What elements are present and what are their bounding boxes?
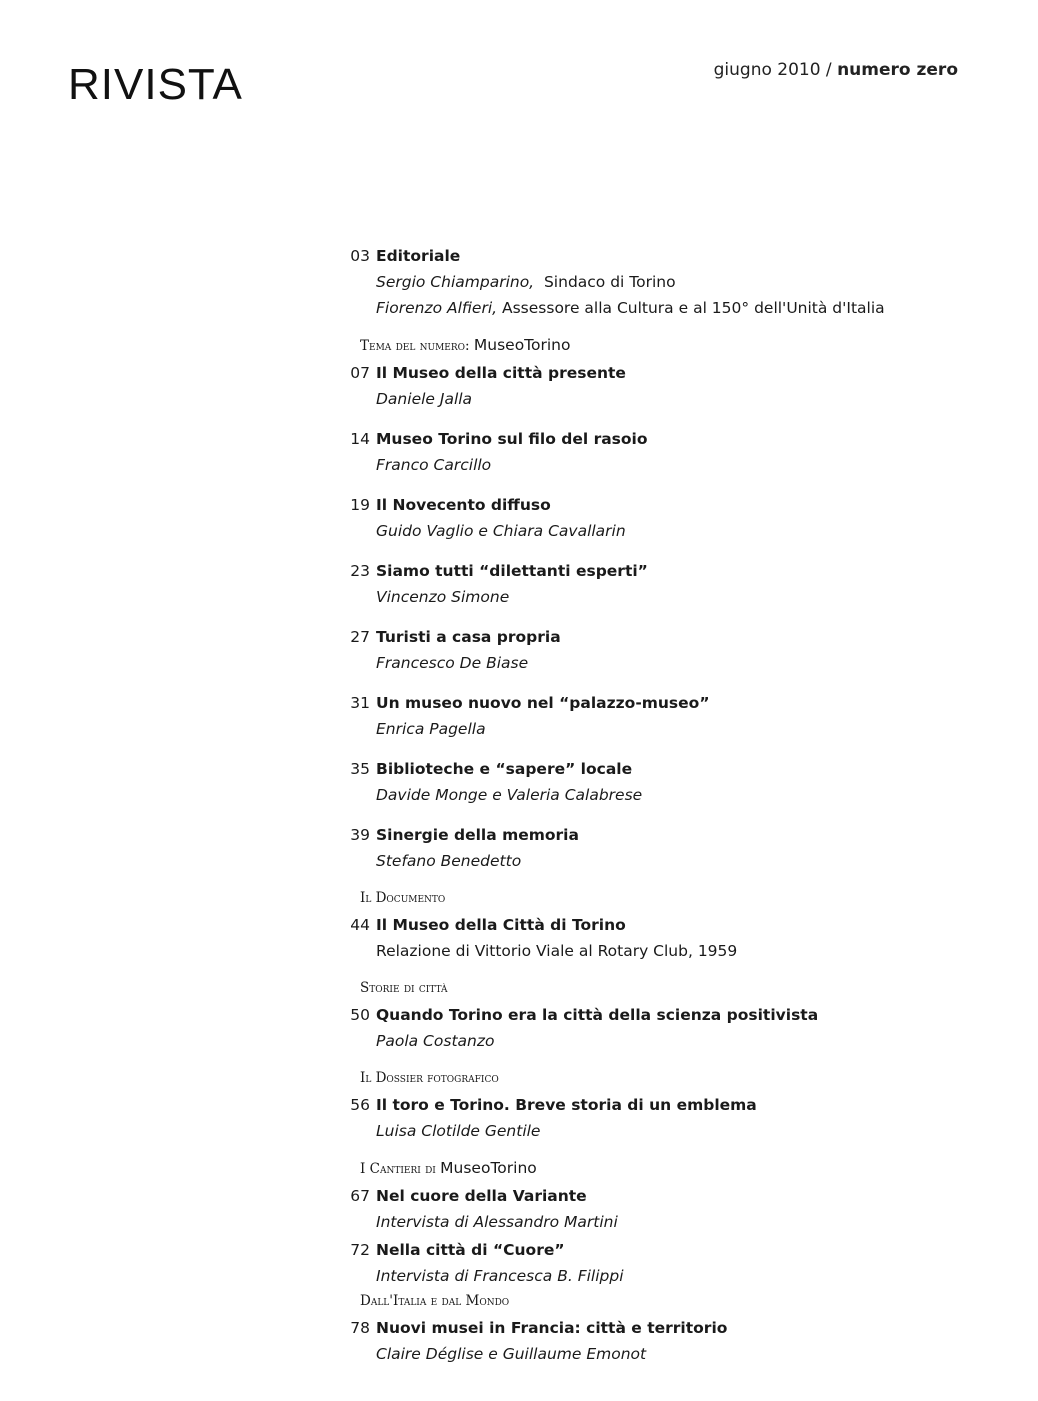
- cantieri-entries: [340, 1183, 940, 1289]
- entry-title: Nel cuore della Variante: [376, 1187, 587, 1205]
- toc-entry-editoriale[interactable]: [340, 243, 940, 321]
- entry-author: [340, 295, 940, 321]
- table-of-contents: [340, 243, 940, 1381]
- page-number: 23: [350, 562, 370, 580]
- page-number: 78: [350, 1319, 370, 1337]
- author-role: Assessore alla Cultura e al 150° dell'Unità d'Italia: [502, 299, 885, 317]
- entry-author: Vincenzo Simone: [376, 588, 510, 606]
- entry-author: Paola Costanzo: [376, 1032, 495, 1050]
- toc-entry[interactable]: [340, 492, 940, 544]
- entry-author: Enrica Pagella: [376, 720, 486, 738]
- entry-author: Francesco De Biase: [376, 654, 529, 672]
- page-number: 35: [350, 760, 370, 778]
- entry-title: Un museo nuovo nel “palazzo-museo”: [376, 694, 710, 712]
- section-heading-world: Dall'Italia e dal Mondo: [360, 1293, 510, 1309]
- issue-date: giugno 2010 /: [713, 60, 832, 80]
- entry-author: Intervista di Alessandro Martini: [376, 1213, 618, 1231]
- section-heading-theme: [340, 335, 940, 356]
- entry-title: Editoriale: [376, 247, 461, 265]
- author-name: Sergio Chiamparino,: [376, 273, 535, 291]
- toc-entry[interactable]: [340, 1315, 940, 1367]
- entry-author: Franco Carcillo: [376, 456, 492, 474]
- page-number: 39: [350, 826, 370, 844]
- masthead: RIVISTA: [68, 60, 243, 109]
- entry-title: Museo Torino sul filo del rasoio: [376, 430, 648, 448]
- entry-title: Siamo tutti “dilettanti esperti”: [376, 562, 648, 580]
- toc-entry[interactable]: [340, 822, 940, 874]
- section-heading-document: Il Documento: [360, 890, 446, 906]
- toc-entry[interactable]: [340, 1237, 940, 1289]
- entry-title: Turisti a casa propria: [376, 628, 561, 646]
- issue-info: [714, 60, 958, 80]
- page-number: 56: [350, 1096, 370, 1114]
- toc-entry[interactable]: [340, 1183, 940, 1235]
- page-number: 72: [350, 1241, 370, 1259]
- entry-author: Intervista di Francesca B. Filippi: [376, 1267, 624, 1285]
- section-heading-cantieri: [340, 1158, 940, 1179]
- section-heading-dossier: Il Dossier fotografico: [360, 1070, 499, 1086]
- toc-entry[interactable]: [340, 426, 940, 478]
- entry-title: Quando Torino era la città della scienza positivista: [376, 1006, 819, 1024]
- toc-entry[interactable]: [340, 756, 940, 808]
- entry-title: Il Novecento diffuso: [376, 496, 551, 514]
- section-label: Tema del numero:: [360, 338, 470, 354]
- page-number: 27: [350, 628, 370, 646]
- toc-entry[interactable]: [340, 558, 940, 610]
- issue-number: numero zero: [837, 60, 958, 80]
- entry-title: Il toro e Torino. Breve storia di un emblema: [376, 1096, 757, 1114]
- toc-entry[interactable]: [340, 912, 940, 964]
- entry-title: Nella città di “Cuore”: [376, 1241, 565, 1259]
- page-number: 44: [350, 916, 370, 934]
- entry-author: Davide Monge e Valeria Calabrese: [376, 786, 643, 804]
- entry-author: Guido Vaglio e Chiara Cavallarin: [376, 522, 626, 540]
- author-name: Fiorenzo Alfieri,: [376, 299, 498, 317]
- entry-title: Sinergie della memoria: [376, 826, 579, 844]
- entry-author: Daniele Jalla: [376, 390, 473, 408]
- page-number: 31: [350, 694, 370, 712]
- entry-author: Luisa Clotilde Gentile: [376, 1122, 541, 1140]
- page-number: 07: [350, 364, 370, 382]
- toc-entry[interactable]: [340, 1092, 940, 1144]
- entry-author: Claire Déglise e Guillaume Emonot: [376, 1345, 647, 1363]
- entry-title: Nuovi musei in Francia: città e territorio: [376, 1319, 728, 1337]
- page-number: 50: [350, 1006, 370, 1024]
- entry-author: [340, 269, 940, 295]
- entry-author: Relazione di Vittorio Viale al Rotary Club, 1959: [376, 942, 738, 960]
- section-label: I Cantieri di: [360, 1161, 436, 1177]
- entry-title: Il Museo della Città di Torino: [376, 916, 626, 934]
- entry-title: Il Museo della città presente: [376, 364, 626, 382]
- page-number: 67: [350, 1187, 370, 1205]
- section-brand: MuseoTorino: [440, 1159, 537, 1177]
- page-number: 03: [350, 247, 370, 265]
- entry-author: Stefano Benedetto: [376, 852, 522, 870]
- theme-entries: [340, 360, 940, 874]
- section-brand: MuseoTorino: [473, 336, 571, 354]
- author-role: Sindaco di Torino: [543, 273, 676, 291]
- page-number: 14: [350, 430, 370, 448]
- toc-entry[interactable]: [340, 360, 940, 412]
- toc-entry[interactable]: [340, 690, 940, 742]
- section-heading-stories: Storie di città: [360, 980, 448, 996]
- entry-title: Biblioteche e “sapere” locale: [376, 760, 633, 778]
- toc-entry[interactable]: [340, 624, 940, 676]
- page-number: 19: [350, 496, 370, 514]
- toc-entry[interactable]: [340, 1002, 940, 1054]
